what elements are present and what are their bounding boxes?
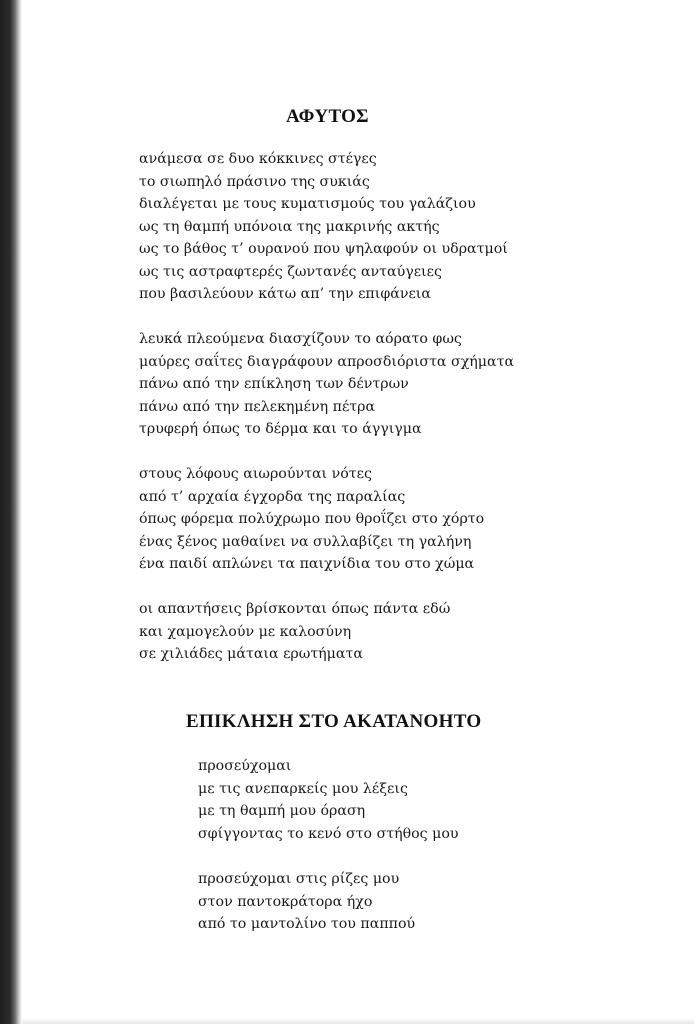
poem-line: πάνω από την πελεκημένη πέτρα bbox=[139, 398, 376, 415]
poem-line: ανάμεσα σε δυο κόκκινες στέγες bbox=[139, 151, 377, 167]
poem-title: ΑΦΥΤΟΣ bbox=[286, 106, 369, 127]
poem-line: στους λόφους αιωρούνται νότες bbox=[139, 466, 372, 482]
poem-line: πάνω από την επίκληση των δέντρων bbox=[139, 376, 409, 392]
stanza bbox=[139, 148, 508, 306]
poem-line: ως τις αστραφτερές ζωντανές ανταύγειες bbox=[139, 263, 442, 280]
book-spine-shadow bbox=[0, 0, 22, 1024]
page-bottom-edge bbox=[22, 1018, 694, 1024]
poem-line: διαλέγεται με τους κυματισμούς του γαλάζιου bbox=[139, 196, 476, 212]
poem-line: μαύρες σαΐτες διαγράφουν απροσδιόριστα σχήματα bbox=[139, 353, 515, 370]
poem-line: από το μαντολίνο του παππού bbox=[198, 916, 416, 932]
poem-line: τρυφερή όπως το δέρμα και το άγγιγμα bbox=[139, 421, 422, 437]
poem-line: με τη θαμπή μου όραση bbox=[198, 803, 366, 819]
poem-line: το σιωπηλό πράσινο της συκιάς bbox=[139, 173, 370, 190]
poem-line: ένα παιδί απλώνει τα παιχνίδια του στο χώμα bbox=[139, 556, 475, 572]
stanza bbox=[198, 868, 415, 936]
stanza bbox=[139, 598, 450, 666]
stanza bbox=[139, 463, 484, 576]
poem-line: σε χιλιάδες μάταια ερωτήματα bbox=[139, 646, 363, 662]
poem-line: οι απαντήσεις βρίσκονται όπως πάντα εδώ bbox=[139, 601, 451, 617]
poem-line: από τ’ αρχαία έγχορδα της παραλίας bbox=[139, 488, 406, 505]
stanza bbox=[139, 328, 514, 441]
stanza bbox=[198, 755, 459, 845]
poem-line: σφίγγοντας το κενό στο στήθος μου bbox=[198, 825, 459, 842]
poem-line: στον παντοκράτορα ήχο bbox=[198, 893, 373, 910]
poem-line: με τις ανεπαρκείς μου λέξεις bbox=[198, 780, 408, 797]
poem-line: ως το βάθος τ’ ουρανού που ψηλαφούν οι υδρατμοί bbox=[139, 241, 508, 257]
poem-line: προσεύχομαι bbox=[198, 758, 292, 774]
poem-title: ΕΠΙΚΛΗΣΗ ΣΤΟ ΑΚΑΤΑΝΟΗΤΟ bbox=[186, 711, 482, 732]
poem-line: όπως φόρεμα πολύχρωμο που θροΐζει στο χόρτο bbox=[139, 511, 485, 527]
poem-line: ως τη θαμπή υπόνοια της μακρινής ακτής bbox=[139, 218, 440, 235]
poem-line: που βασιλεύουν κάτω απ’ την επιφάνεια bbox=[139, 286, 431, 302]
poem-line: και χαμογελούν με καλοσύνη bbox=[139, 623, 352, 640]
poem-line: προσεύχομαι στις ρίζες μου bbox=[198, 871, 400, 887]
poem-line: ένας ξένος μαθαίνει να συλλαβίζει τη γαλήνη bbox=[139, 533, 472, 550]
poem-line: λευκά πλεούμενα διασχίζουν το αόρατο φως bbox=[139, 331, 462, 347]
